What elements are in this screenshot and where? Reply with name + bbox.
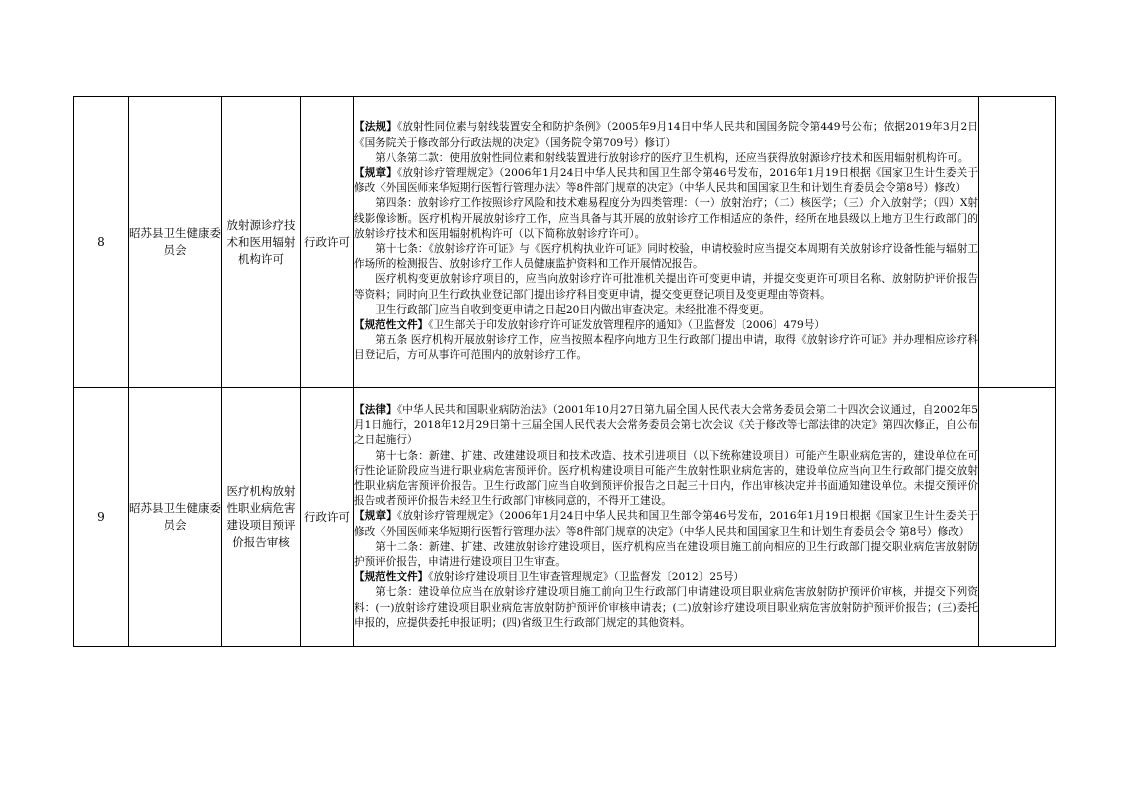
basis-tag: 【规范性文件】	[354, 571, 429, 584]
basis-text: 医疗机构变更放射诊疗项目的，应当向放射诊疗许可批准机关提出许可变更申请，并提交变更许可项目名称、放射防护评价报告等资料；同时向卫生行政执业登记部门提出诊疗科目变更申请，提交变更登记项目及变更理由等资料。	[354, 273, 978, 301]
basis-tag: 【法律】	[354, 403, 397, 416]
basis-paragraph	[354, 242, 978, 272]
basis-text: 第八条第二款：使用放射性同位素和射线装置进行放射诊疗的医疗卫生机构，还应当获得放射源诊疗技术和医用辐射机构许可。	[375, 151, 969, 164]
basis-text: 《放射性同位素与射线装置安全和防护条例》（2005年9月14日中华人民共和国国务院令第449号公布；依据2019年3月2日《国务院关于修改部分行政法规的决定》（国务院令第709号）修订）	[354, 121, 978, 149]
basis-text: 《放射诊疗建设项目卫生审查管理规定》（卫监督发〔2012〕25号）	[428, 571, 745, 584]
table-row	[74, 97, 1056, 388]
legal-basis	[354, 97, 979, 388]
basis-text: 《放射诊疗管理规定》（2006年1月24日中华人民共和国卫生部令第46号发布，2016年1月19日根据《国家卫生计生委关于修改〈外国医师来华短期行医暂行管理办法〉等8件部门规章的决定》（中华人民共和国国家卫生和计划生育委员会令第8号）修改）	[354, 166, 978, 195]
basis-paragraph	[354, 318, 978, 333]
row-number: 9	[74, 388, 129, 647]
basis-paragraph	[354, 585, 978, 631]
basis-text: 《放射诊疗管理规定》（2006年1月24日中华人民共和国卫生部令第46号发布，2016年1月19日根据《国家卫生计生委关于修改〈外国医师来华短期行医暂行管理办法〉等8件部门规章的决定》（中华人民共和国国家卫生和计划生育委员会令 第8号）修改）	[354, 510, 978, 538]
basis-tag: 【规范性文件】	[354, 319, 429, 332]
basis-paragraph	[354, 272, 978, 302]
item-type: 行政许可	[301, 388, 354, 647]
basis-text: 《中华人民共和国职业病防治法》（2001年10月27日第九届全国人民代表大会常务委员会第二十四次会议通过，自2002年5月1日施行，2018年12月29日第十三届全国人民代表大会常务委员会第七次会议《关于修改等七部法律的决定》第四次修正，自公布之日起施行）	[354, 403, 978, 447]
basis-text: 第四条：放射诊疗工作按照诊疗风险和技术难易程度分为四类管理：（一）放射治疗；（二）核医学；（三）介入放射学；（四）X射线影像诊断。医疗机构开展放射诊疗工作，应当具备与其开展的放射诊疗工作相适应的条件，经所在地县级以上地方卫生行政部门的放射诊疗技术和医用辐射机构许可（以下简称放射诊疗许可）。	[354, 197, 978, 240]
basis-text: 第十二条：新建、扩建、改建放射诊疗建设项目，医疗机构应当在建设项目施工前向相应的卫生行政部门提交职业病危害放射防护预评价报告，申请进行建设项目卫生审查。	[354, 540, 978, 568]
basis-text: 《卫生部关于印发放射诊疗许可证发放管理程序的通知》（卫监督发〔2006〕479号）	[428, 319, 825, 332]
remarks-cell	[979, 388, 1056, 647]
permit-table	[73, 96, 1056, 647]
remarks-cell	[979, 97, 1056, 388]
item-type: 行政许可	[301, 97, 354, 388]
basis-text: 第十七条：《放射诊疗许可证》与《医疗机构执业许可证》同时校验，申请校验时应当提交本周期有关放射诊疗设备性能与辐射工作场所的检测报告、放射诊疗工作人员健康监护资料和工作开展情况报告。	[354, 243, 978, 271]
basis-paragraph	[354, 570, 978, 585]
basis-paragraph	[354, 403, 978, 449]
item-name: 医疗机构放射性职业病危害建设项目预评价报告审核	[222, 388, 301, 647]
basis-tag: 【规章】	[354, 166, 397, 179]
basis-text: 第七条：建设单位应当在放射诊疗建设项目施工前向卫生行政部门申请建设项目职业病危害放射防护预评价审核，并提交下列资料：(一)放射诊疗建设项目职业病危害放射防护预评价审核申请表；(二)放射诊疗建设项目职业病危害放射防护预评价报告；(三)委托申报的，应提供委托申报证明；(四)省级卫生行政部门规定的其他资料。	[354, 586, 978, 629]
basis-text: 第五条 医疗机构开展放射诊疗工作，应当按照本程序向地方卫生行政部门提出申请，取得《放射诊疗许可证》并办理相应诊疗科目登记后，方可从事许可范围内的放射诊疗工作。	[354, 334, 978, 362]
department-name: 昭苏县卫生健康委员会	[129, 388, 222, 647]
legal-basis	[354, 388, 979, 647]
basis-paragraph	[354, 196, 978, 242]
basis-tag: 【法规】	[354, 121, 397, 134]
department-name: 昭苏县卫生健康委员会	[129, 97, 222, 388]
basis-tag: 【规章】	[354, 510, 397, 523]
table-row	[74, 388, 1056, 647]
basis-paragraph	[354, 303, 978, 318]
basis-paragraph	[354, 509, 978, 539]
row-number: 8	[74, 97, 129, 388]
basis-paragraph	[354, 166, 978, 196]
basis-text: 卫生行政部门应当自收到变更申请之日起20日内做出审查决定。未经批准不得变更。	[375, 303, 771, 316]
basis-paragraph	[354, 333, 978, 363]
basis-paragraph	[354, 151, 978, 166]
basis-paragraph	[354, 540, 978, 570]
basis-paragraph	[354, 120, 978, 150]
basis-paragraph	[354, 449, 978, 510]
item-name: 放射源诊疗技术和医用辐射机构许可	[222, 97, 301, 388]
basis-text: 第十七条：新建、扩建、改建建设项目和技术改造、技术引进项目（以下统称建设项目）可能产生职业病危害的，建设单位在可行性论证阶段应当进行职业病危害预评价。医疗机构建设项目可能产生放射性职业病危害的，建设单位应当向卫生行政部门提交放射性职业病危害预评价报告。卫生行政部门应当自收到预评价报告之日起三十日内，作出审核决定并书面通知建设单位。未提交预评价报告或者预评价报告未经卫生行政部门审核同意的，不得开工建设。	[354, 449, 978, 508]
